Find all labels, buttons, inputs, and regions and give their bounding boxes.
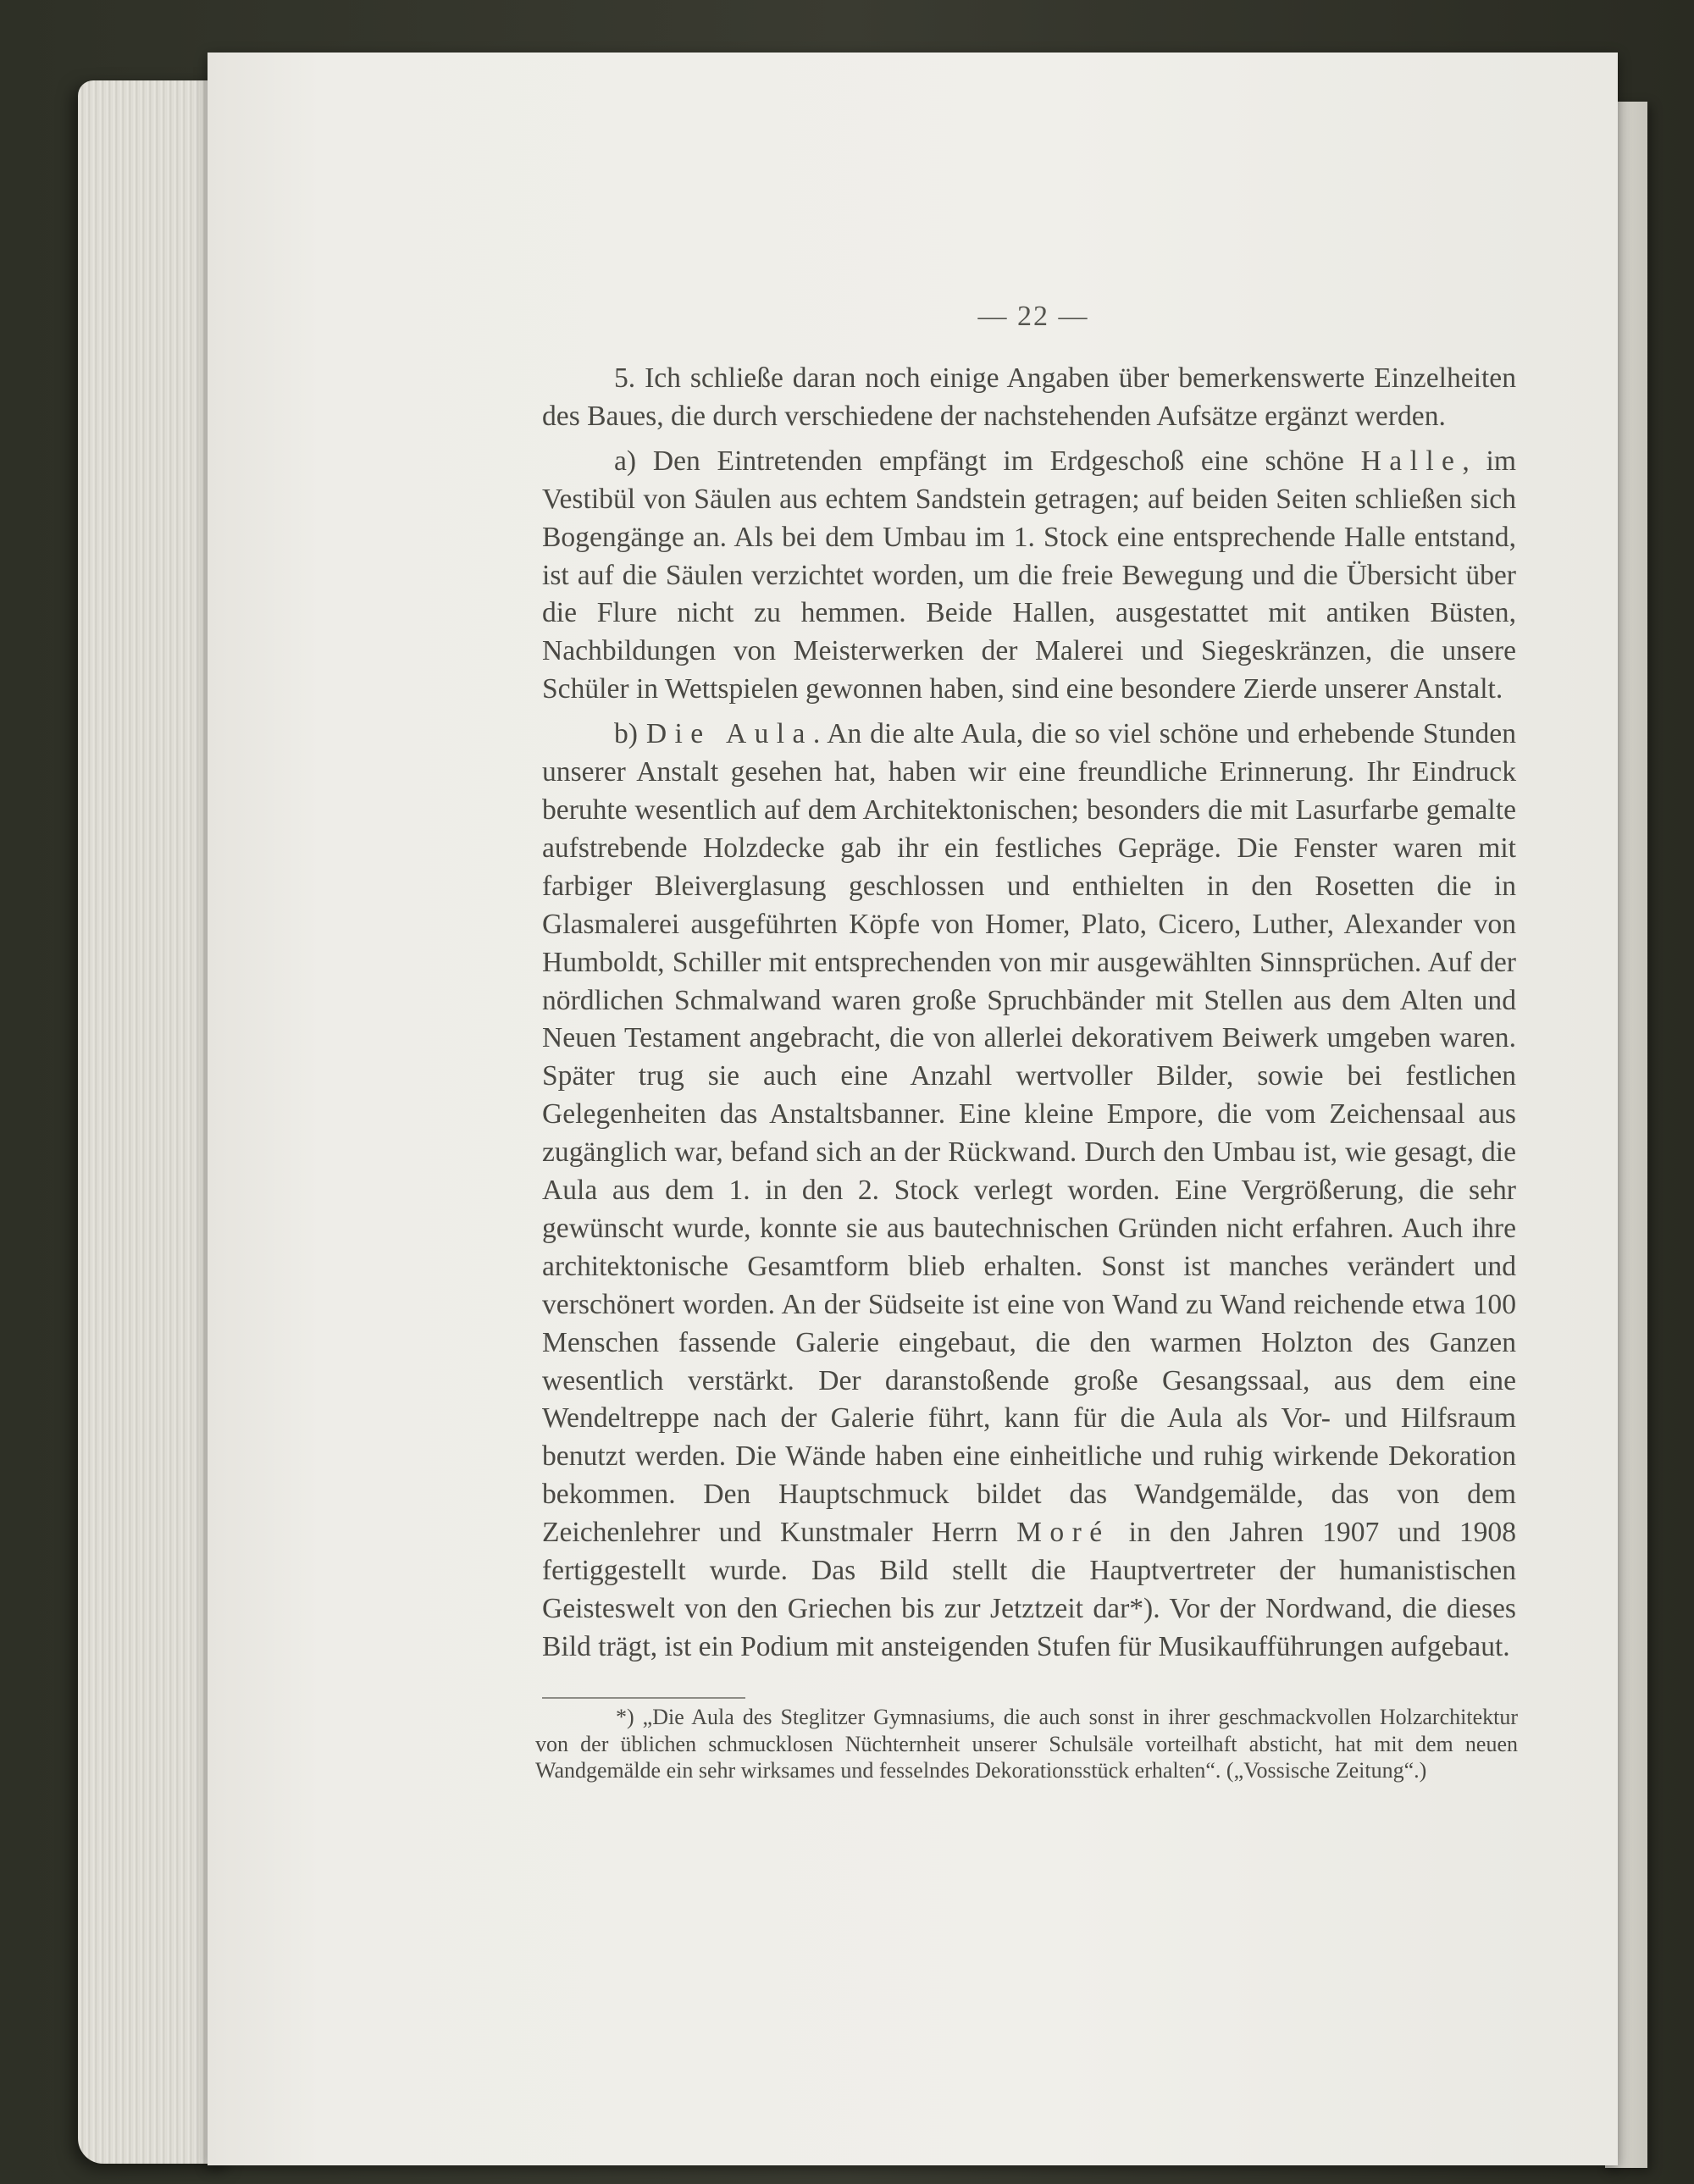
paragraph-b-text-cont: in den Jahren 1907 und 1908 fertiggestellt wurde. Das Bild stellt die Hauptvertreter der humanistischen Geisteswelt von den Griechen bis zur Jetztzeit dar*). Vor der Nordwand, die dieses Bild trägt, ist ein Podium mit ansteigenden Stufen für Musikaufführungen aufgebaut.	[542, 1517, 1517, 1662]
paragraph-a-halle	[542, 443, 1516, 709]
emphasized-more: Moré	[1016, 1517, 1110, 1549]
emphasized-die-aula: Die Aula	[645, 718, 813, 750]
paragraph-5: 5. Ich schließe daran noch einige Angaben über bemerkenswerte Einzelheiten des Baues, die durch verschiedene der nachstehenden Aufsätze ergänzt werden.	[542, 362, 1516, 432]
body-text	[542, 360, 1516, 1673]
paragraph-a-text: a) Den Eintretenden empfängt im Erdgeschoß eine schöne	[614, 445, 1361, 477]
paragraph-a-text-cont: , im Vestibül von Säulen aus echtem Sandstein getragen; auf beiden Seiten schließen sich Bogengänge an. Als bei dem Umbau im 1. Stock eine entsprechende Halle entstand, ist auf die Säulen verzichtet worden, um die freie Bewegung und die Übersicht über die Flure nicht zu hemmen. Beide Hallen, ausgestattet mit antiken Büsten, Nachbildungen von Meisterwerken der Malerei und Siegeskränzen, die unsere Schüler in Wettspielen gewonnen haben, sind eine besondere Zierde unserer Anstalt.	[542, 445, 1516, 705]
footnote-divider	[542, 1697, 745, 1699]
paragraph-b-aula	[542, 716, 1516, 1667]
footnote: *) „Die Aula des Steglitzer Gymnasiums, die auch sonst in ihrer geschmackvollen Holzarchitektur von der üblichen schmucklosen Nüchternheit unserer Schulsäle vorteilhaft absticht, hat mit dem neuen Wandgemälde ein sehr wirksames und fesselndes Dekorationsstück erhalten“. („Vossische Zeitung“.)	[535, 1705, 1518, 1783]
paragraph-b-label: b)	[614, 718, 646, 750]
page-number: — 22 —	[977, 301, 1089, 332]
paragraph-b-text: . An die alte Aula, die so viel schöne und erhebende Stunden unserer Anstalt gesehen hat, haben wir eine freundliche Erinnerung. Ihr Eindruck beruhte wesentlich auf dem Architektonischen; besonders die mit Lasurfarbe gemalte aufstrebende Holzdecke gab ihr ein festliches Gepräge. Die Fenster waren mit farbiger Bleiverglasung geschlossen und enthielten in den Rosetten die in Glasmalerei ausgeführten Köpfe von Homer, Plato, Cicero, Luther, Alexander von Humboldt, Schiller mit entsprechenden von mir ausgewählten Sinnsprüchen. Auf der nördlichen Schmalwand waren große Spruchbänder mit Stellen aus dem Alten und Neuen Testament angebracht, die von allerlei dekorativem Beiwerk umgeben waren. Später trug sie auch eine Anzahl wertvoller Bilder, sowie bei festlichen Gelegenheiten das Anstaltsbanner. Eine kleine Empore, die vom Zeichensaal aus zugänglich war, befand sich an der Rückwand. Durch den Umbau ist, wie gesagt, die Aula aus dem 1. in den 2. Stock verlegt worden. Eine Vergrößerung, die sehr gewünscht wurde, konnte sie aus bautechnischen Gründen nicht erfahren. Auch ihre architektonische Gesamtform blieb erhalten. Sonst ist manches verändert und verschönert worden. An der Südseite ist eine von Wand zu Wand reichende etwa 100 Menschen fassende Galerie eingebaut, die den warmen Holzton des Ganzen wesentlich verstärkt. Der daranstoßende große Gesangssaal, aus dem eine Wendeltreppe nach der Galerie führt, kann für die Aula als Vor- und Hilfsraum benutzt werden. Die Wände haben eine einheitliche und ruhig wirkende Dekoration bekommen. Den Hauptschmuck bildet das Wandgemälde, das von dem Zeichenlehrer und Kunstmaler Herrn	[542, 718, 1516, 1549]
emphasized-halle: Halle	[1360, 445, 1463, 477]
